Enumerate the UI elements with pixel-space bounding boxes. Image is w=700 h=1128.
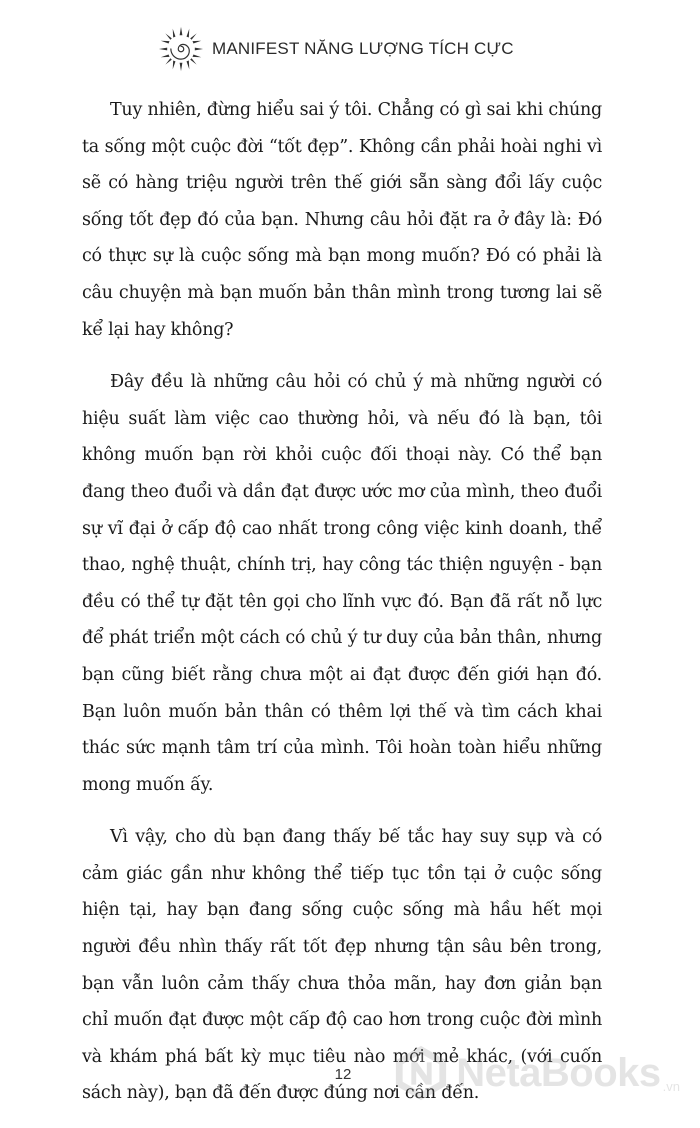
watermark-suffix: .vn: [662, 1079, 680, 1094]
paragraph: Tuy nhiên, đừng hiểu sai ý tôi. Chẳng có gì sai khi chúng ta sống một cuộc đời “tốt đẹp”. Không cần phải hoài nghi vì sẽ có hàng triệu người trên thế giới sẵn sàng đổi lấy cuộc sống tốt đẹp đó của bạn. Nhưng câu hỏi đặt ra ở đây là: Đó có thực sự là cuộc sống mà bạn mong muốn? Đó có phải là câu chuyện mà bạn muốn bản thân mình trong tương lai sẽ kể lại hay không?: [82, 100, 602, 340]
watermark: [392, 1044, 680, 1102]
sun-spiral-icon: [158, 26, 204, 72]
paragraph: Vì vậy, cho dù bạn đang thấy bế tắc hay suy sụp và có cảm giác gần như không thể tiếp tục tồn tại ở cuộc sống hiện tại, hay bạn đang sống cuộc sống mà hầu hết mọi người đều nhìn thấy rất tốt đẹp nhưng tận sâu bên trong, bạn vẫn luôn cảm thấy chưa thỏa mãn, hay đơn giản bạn chỉ muốn đạt được một cấp độ cao hơn trong cuộc đời mình và khám phá bất kỳ mục tiêu nào mới mẻ khác, (với cuốn sách này), bạn đã đến được đúng nơi cần đến.: [82, 827, 602, 1104]
netabooks-logo-icon: [392, 1044, 450, 1102]
page-number: 12: [334, 1066, 352, 1083]
running-header: [158, 24, 514, 74]
paragraph: Đây đều là những câu hỏi có chủ ý mà những người có hiệu suất làm việc cao thường hỏi, và nếu đó là bạn, tôi không muốn bạn rời khỏi cuộc đối thoại này. Có thể bạn đang theo đuổi và dần đạt được ước mơ của mình, theo đuổi sự vĩ đại ở cấp độ cao nhất trong công việc kinh doanh, thể thao, nghệ thuật, chính trị, hay công tác thiện nguyện - bạn đều có thể tự đặt tên gọi cho lĩnh vực đó. Bạn đã rất nỗ lực để phát triển một cách có chủ ý tư duy của bản thân, nhưng bạn cũng biết rằng chưa một ai đạt được đến giới hạn đó. Bạn luôn muốn bản thân có thêm lợi thế và tìm cách khai thác sức mạnh tâm trí của mình. Tôi hoàn toàn hiểu những mong muốn ấy.: [82, 372, 602, 795]
body-text: [82, 92, 602, 1128]
running-title: MANIFEST NĂNG LƯỢNG TÍCH CỰC: [212, 39, 514, 58]
watermark-text: NetaBooks: [456, 1051, 661, 1095]
